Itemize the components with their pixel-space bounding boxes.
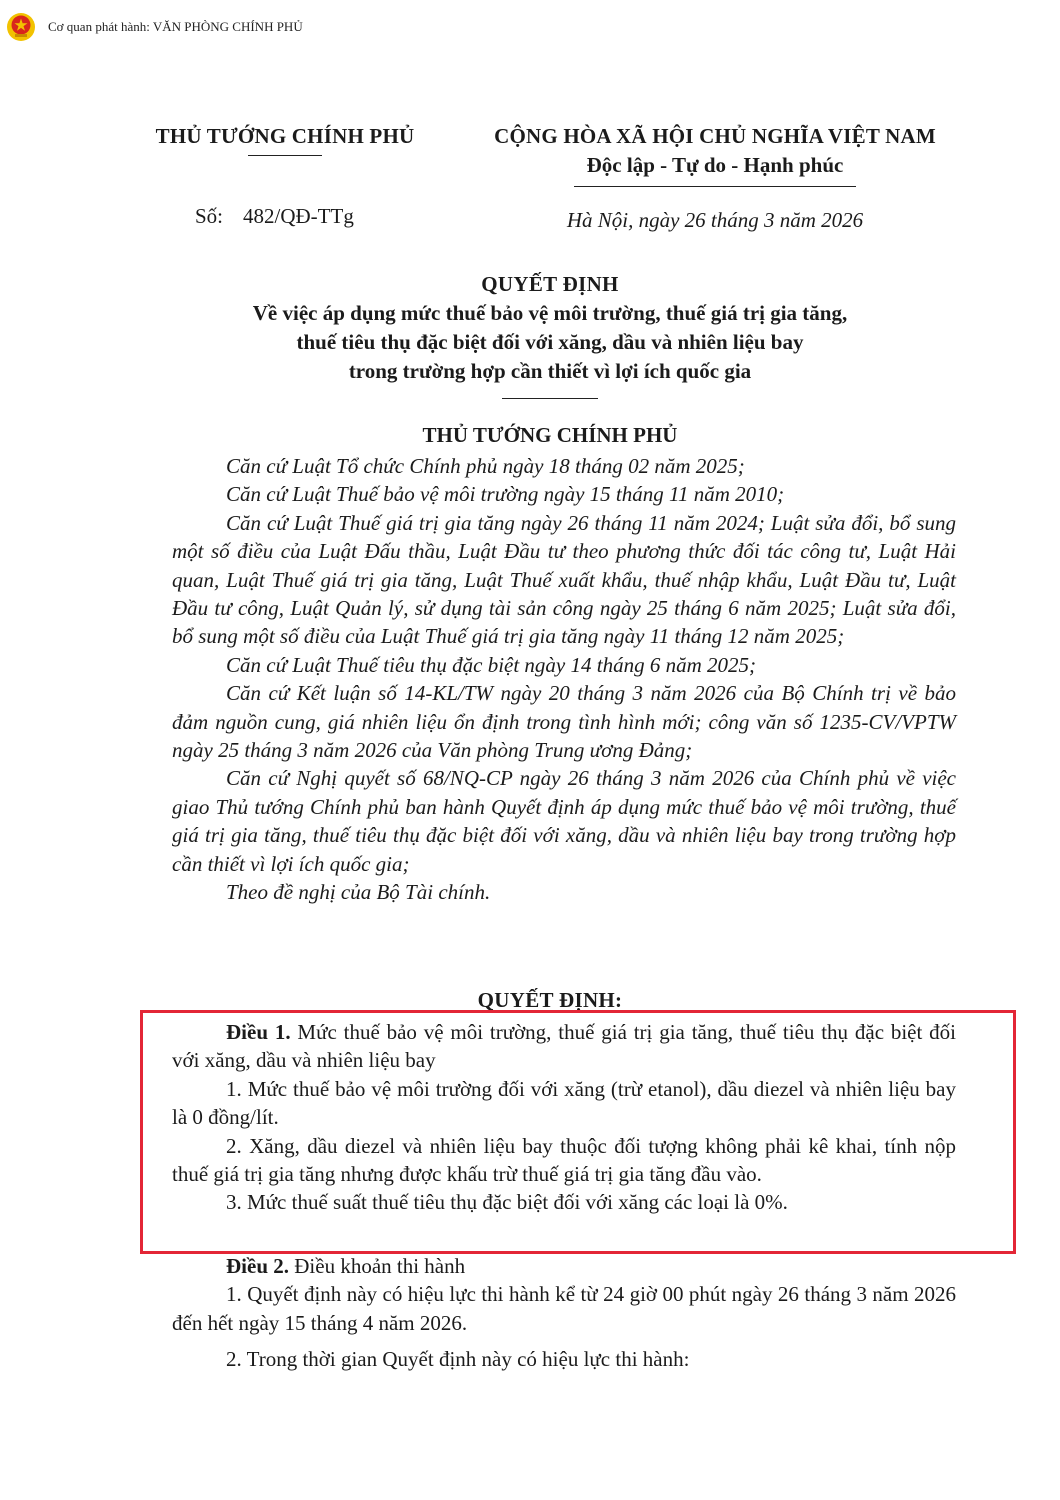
- decision-subject: [130, 299, 970, 386]
- subject-line: thuế tiêu thụ đặc biệt đối với xăng, dầu và nhiên liệu bay: [296, 330, 804, 354]
- motto-divider: [574, 186, 856, 187]
- legal-basis-item: Căn cứ Luật Tổ chức Chính phủ ngày 18 tháng 02 năm 2025;: [226, 454, 745, 478]
- legal-bases: [172, 452, 956, 907]
- national-motto: Độc lập - Tự do - Hạnh phúc: [586, 153, 844, 177]
- document-number: [195, 204, 354, 229]
- legal-basis-item: Căn cứ Luật Thuế bảo vệ môi trường ngày 15 tháng 11 năm 2010;: [226, 482, 785, 507]
- article-1-clause: 2. Xăng, dầu diezel và nhiên liệu bay thuộc đối tượng không phải kê khai, tính nộp thuế giá trị gia tăng nhưng được khấu trừ thuế giá trị gia tăng đầu vào.: [172, 1133, 956, 1187]
- issuing-agency-block: [130, 124, 440, 156]
- legal-basis-item: Căn cứ Luật Thuế tiêu thụ đặc biệt ngày 14 tháng 6 năm 2025;: [226, 652, 756, 677]
- subject-line: Về việc áp dụng mức thuế bảo vệ môi trường, thuế giá trị gia tăng,: [252, 301, 848, 325]
- country-name: CỘNG HÒA XÃ HỘI CHỦ NGHĨA VIỆT NAM: [494, 124, 936, 148]
- document-number-value: 482/QĐ-TTg: [243, 204, 354, 228]
- national-emblem-icon: [6, 12, 36, 42]
- issuer-heading: THỦ TƯỚNG CHÍNH PHỦ: [422, 423, 678, 447]
- publisher-header: [6, 12, 303, 42]
- article-1-label: Điều 1.: [226, 1020, 291, 1044]
- issue-date: Hà Nội, ngày 26 tháng 3 năm 2026: [566, 208, 864, 232]
- article-1-clause: 3. Mức thuế suất thuế tiêu thụ đặc biệt đối với xăng các loại là 0%.: [226, 1190, 788, 1215]
- article-1-clause: 1. Mức thuế bảo vệ môi trường đối với xăng (trừ etanol), dầu diezel và nhiên liệu bay là 0 đồng/lít.: [172, 1076, 956, 1130]
- agency-divider: [248, 155, 322, 156]
- subject-line: trong trường hợp cần thiết vì lợi ích quốc gia: [348, 359, 752, 383]
- decision-title: QUYẾT ĐỊNH: [481, 272, 619, 296]
- article-2-clause: 1. Quyết định này có hiệu lực thi hành kể từ 24 giờ 00 phút ngày 26 tháng 3 năm 2026 đến hết ngày 15 tháng 4 năm 2026.: [172, 1282, 956, 1335]
- national-heading-block: [470, 124, 960, 187]
- document-number-label: Số:: [195, 204, 224, 228]
- title-divider: [502, 398, 598, 399]
- legal-basis-item: Căn cứ Kết luận số 14-KL/TW ngày 20 tháng 3 năm 2026 của Bộ Chính trị về bảo đảm nguồn cung, giá nhiên liệu ổn định trong tình hình mới; công văn số 1235-CV/VPTW ngày 25 tháng 3 năm 2026 của Văn phòng Trung ương Đảng;: [172, 681, 956, 763]
- article-2-title: Điều khoản thi hành: [289, 1254, 466, 1278]
- legal-basis-item: Căn cứ Nghị quyết số 68/NQ-CP ngày 26 tháng 3 năm 2026 của Chính phủ về việc giao Thủ tướng Chính phủ ban hành Quyết định áp dụng mức thuế bảo vệ môi trường, thuế giá trị gia tăng, thuế tiêu thụ đặc biệt đối với xăng, dầu và nhiên liệu bay trong trường hợp cần thiết vì lợi ích quốc gia;: [172, 766, 956, 876]
- article-1-title: Mức thuế bảo vệ môi trường, thuế giá trị gia tăng, thuế tiêu thụ đặc biệt đối với xăng, dầu và nhiên liệu bay: [172, 1020, 956, 1073]
- article-2-label: Điều 2.: [226, 1254, 289, 1278]
- decision-heading: QUYẾT ĐỊNH:: [477, 988, 623, 1012]
- legal-basis-item: Căn cứ Luật Thuế giá trị gia tăng ngày 26 tháng 11 năm 2024; Luật sửa đổi, bổ sung một số điều của Luật Đấu thầu, Luật Đầu tư theo phương thức đối tác công tư, Luật Hải quan, Luật Thuế giá trị gia tăng, Luật Thuế xuất khẩu, thuế nhập khẩu, Luật Đầu tư, Luật Đầu tư công, Luật Quản lý, sử dụng tài sản công ngày 25 tháng 6 năm 2025; Luật sửa đổi, bổ sung một số điều của Luật Thuế giá trị gia tăng ngày 11 tháng 12 năm 2025;: [172, 510, 956, 649]
- issuing-agency: THỦ TƯỚNG CHÍNH PHỦ: [155, 124, 415, 148]
- article-2-heading: [172, 1252, 956, 1280]
- article-2-clause: 2. Trong thời gian Quyết định này có hiệu lực thi hành:: [226, 1347, 690, 1372]
- legal-basis-item: Theo đề nghị của Bộ Tài chính.: [226, 880, 491, 905]
- article-1-highlight-box: [140, 1010, 1016, 1254]
- article-2: [172, 1252, 956, 1374]
- decision-title-block: [130, 272, 970, 399]
- publisher-label: Cơ quan phát hành: VĂN PHÒNG CHÍNH PHỦ: [48, 19, 303, 34]
